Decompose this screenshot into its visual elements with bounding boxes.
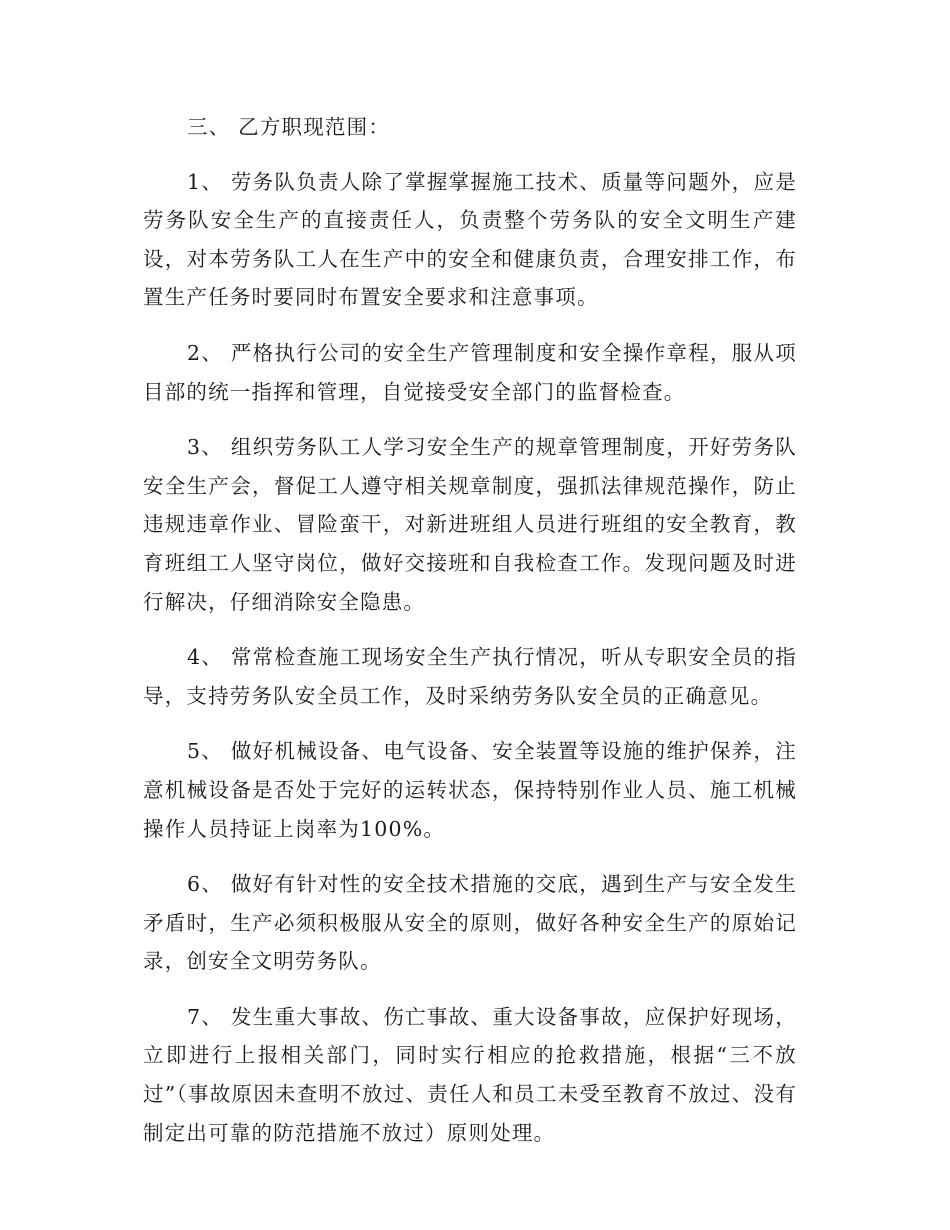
paragraph-2: 2、 严格执行公司的安全生产管理制度和安全操作章程，服从项目部的统一指挥和管理，自觉接受安全部门的监督检查。 — [143, 340, 797, 404]
section-heading: 三、 乙方职现范围： — [187, 115, 391, 139]
paragraph-5: 5、 做好机械设备、电气设备、安全装置等设施的维护保养，注意机械设备是否处于完好的运转状态，保持特别作业人员、施工机械操作人员持证上岗率为100%。 — [143, 739, 797, 841]
document-body — [143, 108, 797, 1169]
paragraph-7: 7、 发生重大事故、伤亡事故、重大设备事故，应保护好现场，立即进行上报相关部门，同时实行相应的抢救措施，根据“三不放过”（事故原因未查明不放过、责任人和员工未受至教育不放过、没有制定出可靠的防范措施不放过）原则处理。 — [143, 1004, 797, 1145]
paragraph-3: 3、 组织劳务队工人学习安全生产的规章管理制度，开好劳务队安全生产会，督促工人遵守相关规章制度，强抓法律规范操作，防止违规违章作业、冒险蛮干，对新进班组人员进行班组的安全教育，教育班组工人坚守岗位，做好交接班和自我检查工作。发现问题及时进行解决，仔细消除安全隐患。 — [143, 435, 797, 614]
paragraph-4: 4、 常常检查施工现场安全生产执行情况，听从专职安全员的指导，支持劳务队安全员工作，及时采纳劳务队安全员的正确意见。 — [143, 645, 797, 708]
paragraph-6: 6、 做好有针对性的安全技术措施的交底，遇到生产与安全发生矛盾时，生产必须积极服从安全的原则，做好各种安全生产的原始记录，创安全文明劳务队。 — [143, 872, 797, 974]
paragraph-1: 1、 劳务队负责人除了掌握掌握施工技术、质量等问题外，应是劳务队安全生产的直接责任人，负责整个劳务队的安全文明生产建设，对本劳务队工人在生产中的安全和健康负责，合理安排工作，布置生产任务时要同时布置安全要求和注意事项。 — [143, 169, 797, 310]
